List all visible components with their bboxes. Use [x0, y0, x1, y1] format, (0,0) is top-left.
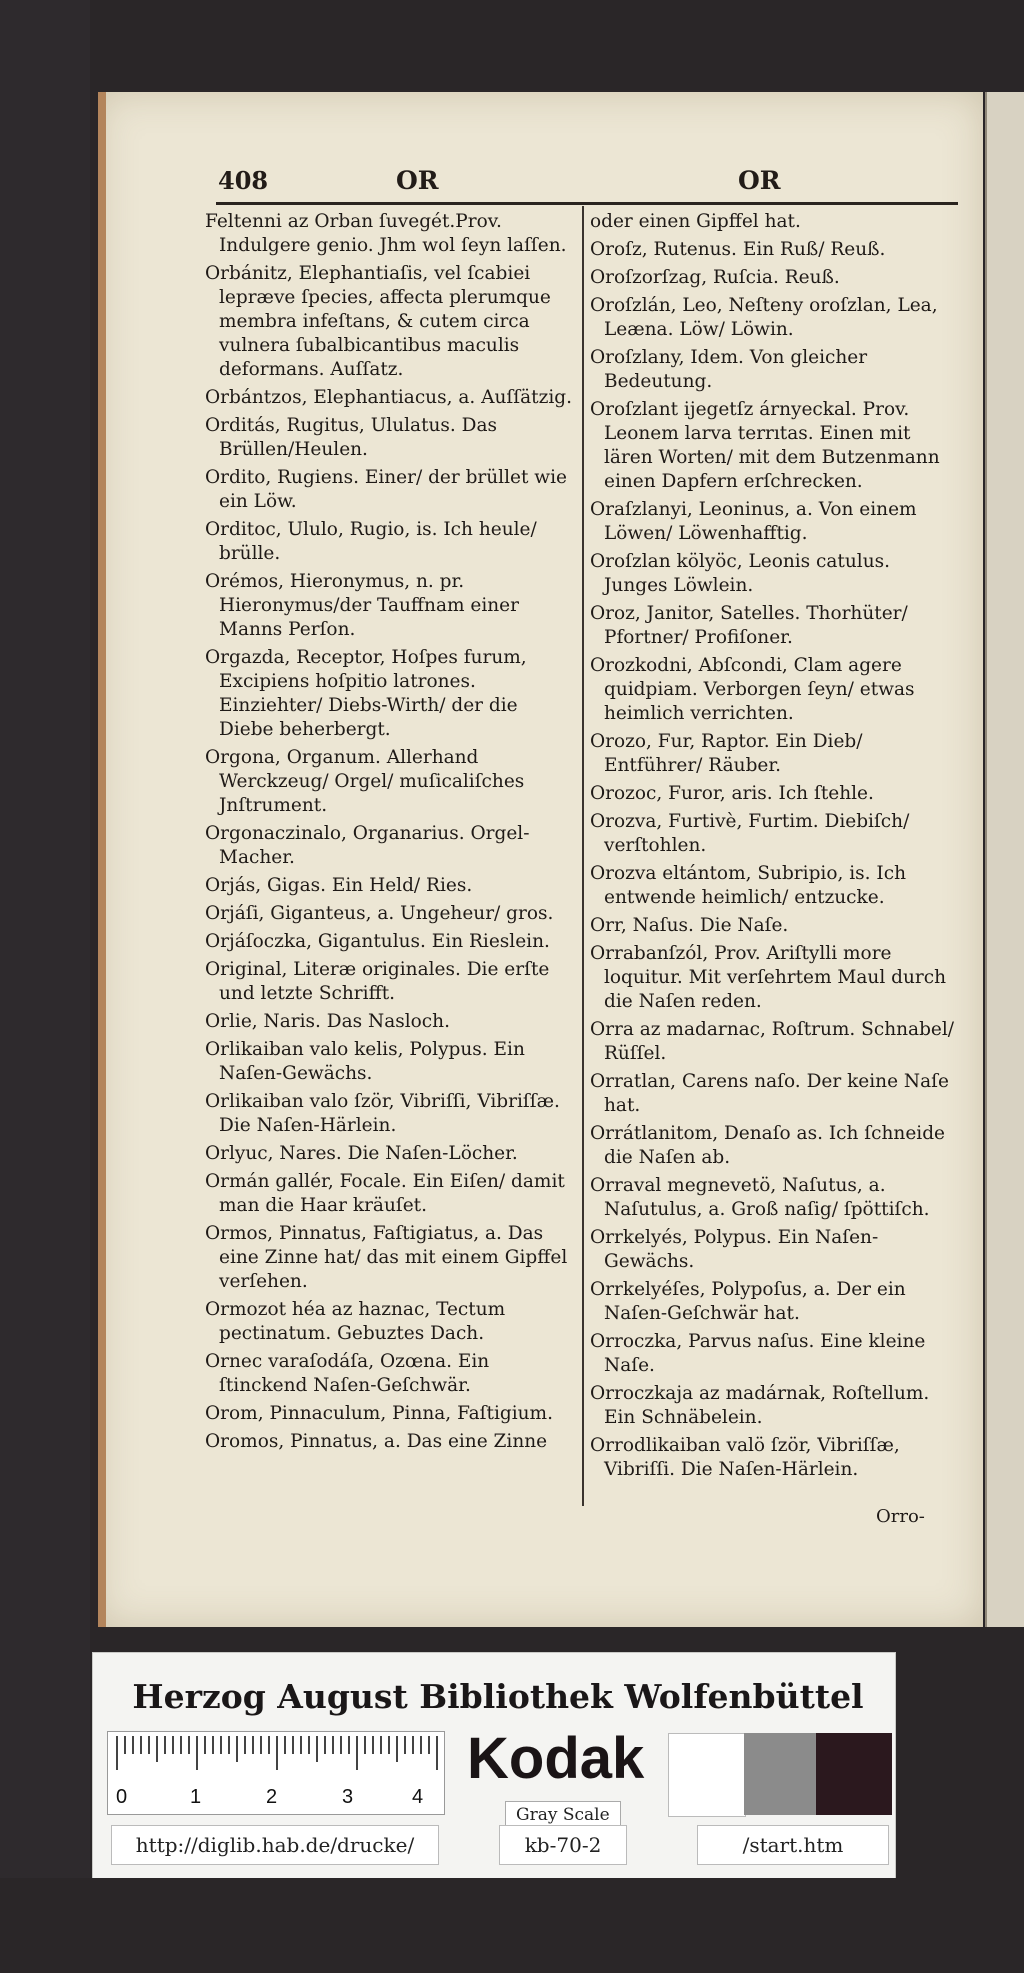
- library-title: Herzog August Bibliothek Wolfenbüttel: [132, 1677, 864, 1716]
- dictionary-entry: Oromos, Pinnatus, a. Das eine Zinne: [205, 1431, 548, 1452]
- dictionary-entry: Orozva eltántom, Subripio, is. Ich entwende heimlich/ entzucke.: [590, 863, 906, 908]
- ruler-tick: [236, 1736, 238, 1762]
- dictionary-entry: Orgona, Organum. Allerhand Werckzeug/ Orgel/ muſicaliſches Jnſtrument.: [205, 747, 525, 816]
- dictionary-entry: Orroczkaja az madárnak, Roſtellum. Ein Schnäbelein.: [590, 1383, 930, 1428]
- ruler-tick: [220, 1736, 222, 1754]
- ruler-tick: [396, 1736, 398, 1762]
- column-divider: [582, 206, 584, 1506]
- ruler-tick: [420, 1736, 422, 1754]
- ruler-number: 0: [116, 1786, 128, 1808]
- dictionary-entry: Original, Literæ originales. Die erſte und letzte Schrifft.: [205, 959, 550, 1004]
- dictionary-entry: Orlikaiban valo kelis, Polypus. Ein Naſen-Gewächs.: [205, 1039, 525, 1084]
- ruler-number: 1: [190, 1786, 202, 1808]
- dictionary-entry: Orrabanſzól, Prov. Ariſtylli more loquitur. Mit verſehrtem Maul durch die Naſen reden.: [590, 943, 946, 1012]
- swatch-gray: [744, 1733, 816, 1815]
- dictionary-entry: Ornec varaſodáſa, Ozœna. Ein ſtinckend Naſen-Geſchwär.: [205, 1351, 490, 1396]
- dictionary-entry: Orra az madarnac, Roſtrum. Schnabel/ Rüſſel.: [590, 1019, 955, 1064]
- ruler-tick: [116, 1736, 118, 1770]
- dictionary-entry: Orgonaczinalo, Organarius. Orgel-Macher.: [205, 823, 530, 868]
- ruler-tick: [284, 1736, 286, 1754]
- dictionary-entry: Orjáſi, Giganteus, a. Ungeheur/ gros.: [205, 903, 554, 924]
- ruler-tick: [276, 1736, 278, 1770]
- right-column: [590, 210, 955, 1486]
- dictionary-entry: Orozva, Furtivè, Furtim. Diebiſch/ verſtohlen.: [590, 811, 910, 856]
- ruler-tick: [308, 1736, 310, 1754]
- dictionary-entry: Orratlan, Carens naſo. Der keine Naſe hat.: [590, 1071, 949, 1116]
- dictionary-entry: Orlyuc, Nares. Die Naſen-Löcher.: [205, 1143, 518, 1164]
- dictionary-entry: Orgazda, Receptor, Hoſpes furum, Excipiens hoſpitio latrones. Einziehter/ Diebs-Wirth/ der die Diebe beherbergt.: [205, 647, 527, 740]
- dictionary-entry: oder einen Gipffel hat.: [590, 211, 801, 232]
- ruler-tick: [292, 1736, 294, 1754]
- dictionary-entry: Orozo, Fur, Raptor. Ein Dieb/ Entführer/ Räuber.: [590, 731, 863, 776]
- dictionary-entry: Oraſzlanyi, Leoninus, a. Von einem Löwen/ Löwenhafftig.: [590, 499, 917, 544]
- ruler-tick: [356, 1736, 358, 1770]
- facing-page-strip: [985, 92, 1024, 1627]
- dictionary-entry: Oroſzlant ijegetſz árnyeckal. Prov. Leonem larva terrıtas. Einen mit lären Worten/ mit dem Butzenmann einen Dapfern erſchrecken.: [590, 399, 940, 492]
- dictionary-entry: Orlikaiban valo ſzör, Vibriſſi, Vibriſſæ. Die Naſen-Härlein.: [205, 1091, 560, 1136]
- dictionary-entry: Orozoc, Furor, aris. Ich ſtehle.: [590, 783, 874, 804]
- ruler-tick: [164, 1736, 166, 1754]
- scanner-background-left: [0, 0, 90, 1973]
- dictionary-entry: Oroſzlán, Leo, Neſteny oroſzlan, Lea, Leæna. Löw/ Löwin.: [590, 295, 938, 340]
- dictionary-entry: Orbántzos, Elephantiacus, a. Auſſätzig.: [205, 387, 572, 408]
- dictionary-entry: Orroczka, Parvus naſus. Eine kleine Naſe.: [590, 1331, 926, 1376]
- scanner-background-bottom: [0, 1878, 1024, 1973]
- dictionary-entry: Orrátlanitom, Denaſo as. Ich ſchneide die Naſen ab.: [590, 1123, 946, 1168]
- left-column: [205, 210, 575, 1458]
- dictionary-entry: Feltenni az Orban ſuvegét.Prov. Indulgere genio. Jhm wol ſeyn laſſen.: [205, 211, 567, 256]
- ruler-tick: [132, 1736, 134, 1754]
- dictionary-entry: Orémos, Hieronymus, n. pr. Hieronymus/der Tauffnam einer Manns Perſon.: [205, 571, 519, 640]
- page-edge: [98, 92, 106, 1627]
- ruler-tick: [260, 1736, 262, 1754]
- ruler-tick: [372, 1736, 374, 1754]
- running-head-left: OR: [396, 166, 439, 195]
- dictionary-entry: Orbánitz, Elephantiaſis, vel ſcabiei lepræve ſpecies, affecta plerumque membra infeſtans, & cutem circa vulnera ſubalbicantibus maculis deformans. Auſſatz.: [205, 263, 551, 380]
- ruler-tick: [148, 1736, 150, 1754]
- dictionary-entry: Orozkodni, Abſcondi, Clam agere quidpiam. Verborgen ſeyn/ etwas heimlich verrichten.: [590, 655, 915, 724]
- ruler-tick: [212, 1736, 214, 1754]
- url-middle: kb-70-2: [499, 1825, 627, 1865]
- url-left: http://diglib.hab.de/drucke/: [111, 1825, 439, 1865]
- dictionary-entry: Oroſzorſzag, Ruſcia. Reuß.: [590, 267, 840, 288]
- dictionary-entry: Ordito, Rugiens. Einer/ der brüllet wie ein Löw.: [205, 467, 567, 512]
- dictionary-entry: Ormos, Pinnatus, Faſtigiatus, a. Das eine Zinne hat/ das mit einem Gipffel verſehen.: [205, 1223, 568, 1292]
- ruler-tick: [188, 1736, 190, 1754]
- dictionary-entry: Oroſzlany, Idem. Von gleicher Bedeutung.: [590, 347, 868, 392]
- ruler-tick: [428, 1736, 430, 1754]
- ruler-tick: [364, 1736, 366, 1754]
- dictionary-entry: Orom, Pinnaculum, Pinna, Faſtigium.: [205, 1403, 553, 1424]
- ruler-tick: [252, 1736, 254, 1754]
- dictionary-entry: Orjás, Gigas. Ein Held/ Ries.: [205, 875, 473, 896]
- ruler-number: 2: [266, 1786, 278, 1808]
- ruler-tick: [172, 1736, 174, 1754]
- dictionary-entry: Orditás, Rugitus, Ululatus. Das Brüllen/Heulen.: [205, 415, 498, 460]
- ruler-tick: [332, 1736, 334, 1754]
- reference-card: [92, 1652, 896, 1880]
- dictionary-entry: Oroz, Janitor, Satelles. Thorhüter/ Pfortner/ Profiſoner.: [590, 603, 908, 648]
- page-number: 408: [218, 166, 269, 195]
- url-right: /start.htm: [697, 1825, 889, 1865]
- dictionary-entry: Oroſzlan kölyöc, Leonis catulus. Junges Löwlein.: [590, 551, 890, 596]
- ruler-tick: [196, 1736, 198, 1770]
- catchword: Orro-: [876, 1506, 925, 1527]
- dictionary-entry: Orjáſoczka, Gigantulus. Ein Rieslein.: [205, 931, 550, 952]
- ruler-tick: [300, 1736, 302, 1754]
- ruler-tick: [436, 1736, 438, 1770]
- header-rule: [216, 202, 958, 205]
- ruler-tick: [324, 1736, 326, 1754]
- ruler-tick: [156, 1736, 158, 1762]
- dictionary-entry: Orraval megnevetö, Naſutus, a. Naſutulus, a. Groß naſig/ ſpöttiſch.: [590, 1175, 930, 1220]
- ruler-tick: [340, 1736, 342, 1754]
- running-head-right: OR: [738, 166, 781, 195]
- ruler-tick: [228, 1736, 230, 1754]
- dictionary-entry: Orditoc, Ululo, Rugio, is. Ich heule/ brülle.: [205, 519, 537, 564]
- ruler-tick: [404, 1736, 406, 1754]
- dictionary-entry: Ormozot héa az haznac, Tectum pectinatum. Gebuztes Dach.: [205, 1299, 506, 1344]
- dictionary-entry: Ormán gallér, Focale. Ein Eiſen/ damit man die Haar kräuſet.: [205, 1171, 565, 1216]
- ruler-tick: [316, 1736, 318, 1762]
- ruler-tick: [244, 1736, 246, 1754]
- ruler-tick: [412, 1736, 414, 1754]
- dictionary-entry: Orrkelyéſes, Polypoſus, a. Der ein Naſen-Geſchwär hat.: [590, 1279, 906, 1324]
- ruler-tick: [180, 1736, 182, 1754]
- scale-ruler: [107, 1731, 445, 1815]
- gray-scale-label: Gray Scale: [505, 1801, 621, 1829]
- ruler-tick: [388, 1736, 390, 1754]
- dictionary-entry: Orrodlikaiban valö ſzör, Vibriſſæ, Vibriſſi. Die Naſen-Härlein.: [590, 1435, 900, 1480]
- ruler-number: 4: [412, 1786, 424, 1808]
- swatch-white: [668, 1733, 746, 1817]
- ruler-tick: [204, 1736, 206, 1754]
- ruler-tick: [140, 1736, 142, 1754]
- ruler-tick: [380, 1736, 382, 1754]
- swatch-black: [816, 1733, 892, 1815]
- kodak-logo: Kodak: [467, 1726, 645, 1791]
- page-header: [218, 166, 958, 202]
- ruler-ticks: [116, 1736, 436, 1770]
- dictionary-entry: Orrkelyés, Polypus. Ein Naſen-Gewächs.: [590, 1227, 879, 1272]
- dictionary-entry: Orr, Naſus. Die Naſe.: [590, 915, 789, 936]
- ruler-number: 3: [342, 1786, 354, 1808]
- dictionary-entry: Orlie, Naris. Das Nasloch.: [205, 1011, 450, 1032]
- ruler-tick: [268, 1736, 270, 1754]
- ruler-tick: [348, 1736, 350, 1754]
- dictionary-entry: Oroſz, Rutenus. Ein Ruß/ Reuß.: [590, 239, 886, 260]
- ruler-tick: [124, 1736, 126, 1754]
